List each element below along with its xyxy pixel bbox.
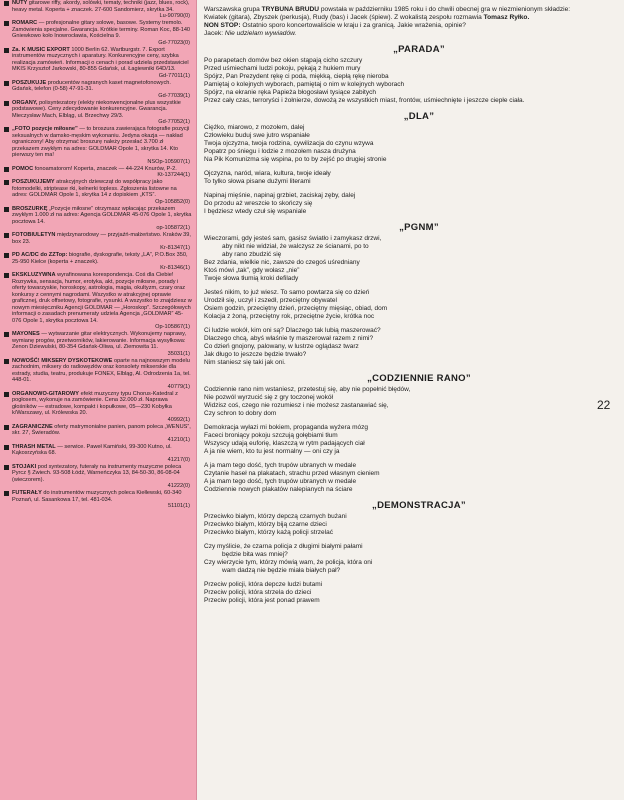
ad-heading: EKSKLUZYWNA bbox=[12, 272, 56, 278]
ad-code: NSOp-105907(1) bbox=[147, 158, 190, 165]
ad-heading: PD AC/DC do ZZTop: bbox=[12, 252, 68, 258]
ad-item bbox=[0, 252, 196, 272]
song-title: „PARADA” bbox=[393, 44, 445, 55]
lyric-line: Codziennie rano nim wstaniesz, przetestuj się, aby nie popełnić błędów, bbox=[204, 386, 411, 393]
lyric-line: A ja nie wiem, kto tu jest normalny — oni czy ja bbox=[204, 448, 340, 455]
lyric-line: Ktoś mówi „tak”, gdy wołasz „nie” bbox=[204, 267, 300, 274]
ad-heading: ORGANY, bbox=[12, 99, 38, 106]
lyric-line: Popatrz po śniegu i lodzie z mozołem nasza drużyna bbox=[204, 148, 356, 155]
lyric-line: Widzisz coś, czego nie rozumiesz i nie możesz zastanawiać się, bbox=[204, 402, 389, 409]
stanza bbox=[204, 513, 594, 537]
lyric-line: Przeciwko białym, którzy biją czarne dzieci bbox=[204, 521, 327, 528]
lyric-line: aby nikt nie widział, że walczysz ze ścianami, po to bbox=[222, 243, 369, 250]
band-name: TRYBUNA BRUDU bbox=[261, 6, 320, 13]
ad-text: producentów nagranych kaset magnetofonowych. Gdańsk, telefon (0-58) 47-91-31. bbox=[12, 79, 171, 92]
stanza bbox=[204, 327, 594, 367]
ad-body bbox=[12, 80, 192, 93]
bullet-icon bbox=[4, 21, 9, 26]
ad-item bbox=[0, 272, 196, 331]
interviewer-name: Tomasz Ryłko. bbox=[483, 14, 530, 21]
bullet-icon bbox=[4, 127, 9, 132]
ad-heading: POMOC bbox=[12, 165, 34, 172]
ad-body bbox=[12, 206, 192, 226]
bullet-icon bbox=[4, 392, 9, 397]
ad-heading: POSZUKUJEMY bbox=[12, 179, 55, 185]
ad-text: oparte na najnowszym modelu zachodnim, miksery do radiowęzłów oraz konsolety mikserskie dla estrady, studia, teatru, produkuje FONEX, Elbląg, Al. Odrodzenia 1a, tel. 448-01. bbox=[12, 357, 191, 383]
ad-text: do instrumentów muzycznych poleca Kiełlewski, 60-340 Poznań, ul. Sasankowa 17, tel. 481-034. bbox=[12, 490, 182, 503]
answer-text: Nie udzielam wywiadów. bbox=[223, 30, 297, 37]
bullet-icon bbox=[4, 1, 9, 6]
ad-heading: THRASH METAL bbox=[12, 443, 56, 450]
stanza bbox=[204, 581, 594, 605]
ad-code: 41217(0) bbox=[167, 456, 190, 463]
ad-heading: ORGANOWO-GITAROWY bbox=[12, 390, 80, 397]
ad-body bbox=[12, 444, 192, 457]
ad-code: Gd-77052(1) bbox=[158, 119, 190, 125]
lyric-line: Przeciw policji, która strzela do dzieci bbox=[204, 589, 312, 596]
ad-heading: POSZUKUJE bbox=[12, 79, 47, 86]
lyric-line: Po parapetach domów bez okien stąpają cicho szczury bbox=[204, 57, 363, 64]
ad-heading: BROSZURKĘ bbox=[12, 205, 48, 212]
question-text: Ostatnio sporo koncertowaliście w kraju i za granicą. Jakie wrażenia, opinie? bbox=[240, 22, 466, 29]
ad-code: Op-105867(1) bbox=[155, 324, 190, 330]
ad-body bbox=[12, 100, 192, 120]
lyric-line: Co dzień gnojony, palowany, w lustrze oglądasz twarz bbox=[204, 343, 359, 350]
stanza bbox=[204, 462, 594, 494]
intro-text-2: powstała w październiku 1985 roku i do chwili obecnej gra w niezmienionym składzie: Kwiatek (gitara), Zbyszek (perkusja), Rudy (bas) i Jacek (śpiew). Z wokalistą zespołu rozmawia bbox=[204, 6, 571, 21]
ad-body bbox=[12, 358, 192, 384]
lyric-line: Przed uśmiechami ludzi pokoju, pękają z hukiem mury bbox=[204, 65, 361, 72]
question-label: NON STOP: bbox=[204, 22, 241, 29]
ad-text: polisyntezatory (elekty niekonwencjonalne plus wszystkie podstawowe). Ceny zdecydowanie konkurencyjne. Gwarancja. Mieczysław Mach, Elbląg, ul. Brzechwy 29/3. bbox=[12, 99, 181, 119]
song-title: „CODZIENNIE RANO” bbox=[367, 373, 471, 384]
bullet-icon bbox=[4, 81, 9, 86]
ad-text: efekt muzyczny typu Chorus-Katedral z pogłosem, wykonuje na zamówienie. Cena 32.000 zł. Naprawa głośników — estradowe, kompakt i kopułkowe, 05—230 Kobyłka k/Warszawy, ul. Królewska 20. bbox=[12, 390, 178, 416]
lyric-line: Przeciw policji, która jest ponad prawem bbox=[204, 597, 320, 604]
classified-ads-column bbox=[0, 0, 197, 800]
lyric-line: Twoja ojczyzna, twoja rodzina, cywilizacja do czynu wzywa bbox=[204, 140, 374, 147]
bullet-icon bbox=[4, 207, 9, 212]
ad-item bbox=[0, 100, 196, 127]
ad-text: fonoamatorom! Koperta, znaczek — 44-224 Knurów, P-2. bbox=[34, 165, 177, 172]
lyric-line: Spójrz, na ekranie ręka Papieża błogosławi tysiące zabitych bbox=[204, 89, 376, 96]
ad-heading: FOTOBIULETYN bbox=[12, 232, 56, 238]
lyric-line: wam dadzą nie będzie miała białych pał? bbox=[222, 567, 341, 574]
article bbox=[204, 6, 594, 798]
ad-code: Kr-81347(1) bbox=[160, 245, 190, 251]
stanza bbox=[204, 424, 594, 456]
ad-text: 1000 Berlin 62. Wartburgstr. 7. Export instrumentów muzycznych i aparatury. Konkurencyjne ceny, szybka realizacja zamówień. Informacji o cenach i porad udziela przedstawiciel MKIS Krzysztof Jarkowski, 80-855 Gdańsk, ul. Łagiewniki 64D/13. bbox=[12, 46, 189, 72]
ad-text: wyrafinowana korespondencja. Coś dla Ciebie! Rozrywka, sensacja, humor, erotyka, akt, pozycje miłosne, porady i oferty towarzyskie, horoskopy, astrologia, magia, okultyzm, czary oraz konkursy z cennymi nagrodami. Wszystko w atrakcyjnej oprawie graficznej, druk offsetowy, fotografie, rysunki. A wszystko to znajdziesz w nowym miesięczniku Agencji GOLDMAR — „Horoskop”. Szczegółowych informacji o zasadach prenumeraty udziela Agencja „GOLDMAR” 45-076 Opole 1, skrytka pocztowa 14. bbox=[12, 272, 192, 324]
ad-item bbox=[0, 126, 196, 166]
lyric-line: Jak długo to jeszcze będzie trwało? bbox=[204, 351, 307, 358]
lyric-line: Przeciwko białym, którzy każą policji strzelać bbox=[204, 529, 333, 536]
ad-body bbox=[12, 424, 192, 437]
ad-text: gitarowe riffy, akordy, solówki, tematy, techniki (jazz, blues, rock), heavy metal. Koperta + znaczek. 27-600 Sandomierz, skrytka 34. bbox=[12, 0, 190, 13]
stanza bbox=[204, 170, 594, 186]
lyric-line: Twoje słowa tłumią kroki defilady bbox=[204, 275, 299, 282]
ad-code: 35031(1) bbox=[167, 350, 190, 357]
bullet-icon bbox=[4, 167, 9, 172]
lyric-line: Ci ludzie wokół, kim oni są? Dlaczego tak lubią maszerować? bbox=[204, 327, 381, 334]
ad-text: — wytwarzanie gitar elektrycznych. Wykonujemy naprawy, wymianę progów, przetworników, lakierowanie. Informacja wysyłkowa: Zenon Dziewulski, 80-354 Gdańsk-Oliwa, ul. Ziemowita 11. bbox=[12, 331, 187, 350]
lyric-line: Nie pozwól wyrzucić się z gry toczonej wokół bbox=[204, 394, 333, 401]
lyric-line: Ojczyzna, naród, wiara, kultura, twoje ideały bbox=[204, 170, 331, 177]
lyric-line: Człowieku buduj swe jutro wspaniałe bbox=[204, 132, 310, 139]
article-intro bbox=[204, 6, 594, 38]
ad-heading: Za. K MUSIC EXPORT bbox=[12, 46, 70, 53]
lyric-line: Wieczorami, gdy jesteś sam, gasisz światło i zamykasz drzwi, bbox=[204, 235, 382, 242]
lyric-line: Przeciwko białym, którzy depczą czarnych bużani bbox=[204, 513, 347, 520]
ad-item bbox=[0, 424, 196, 444]
lyric-line: Czy wierzycie tym, którzy mówią wam, że policja, która oni bbox=[204, 559, 373, 566]
bullet-icon bbox=[4, 332, 9, 337]
bullet-icon bbox=[4, 359, 9, 364]
lyric-line: Przez cały czas, terroryści i żołnierze, dowożą ze wszystkich miast, frontów, uśmiechnięte i jeszcze ciepłe ciała. bbox=[204, 97, 525, 104]
ad-item bbox=[0, 166, 196, 180]
ad-text: pod syntezatory, futerały na instrumenty muzyczne poleca Pyrcz § Zwiech. 93-508 Łódź, Warneńczyka 13, 84-50-30, 86-08-04 (wieczorem). bbox=[12, 463, 182, 483]
ad-code: Gd-77023(0) bbox=[158, 39, 190, 46]
lyric-line: Do przodu aż wreszcie to skończy się bbox=[204, 200, 313, 207]
song-title: „DLA” bbox=[403, 111, 435, 122]
stanza bbox=[204, 124, 594, 164]
lyric-line: Dlaczego chcą, abyś właśnie ty maszerował razem z nimi? bbox=[204, 335, 374, 342]
ad-body bbox=[12, 179, 192, 199]
bullet-icon bbox=[4, 180, 9, 185]
lyric-line: A ja mam tego dość, tych trupów ubranych w medale bbox=[204, 462, 357, 469]
ad-code: 41210(1) bbox=[167, 436, 190, 443]
lyric-line: Czy myślicie, że czarna policja z długimi białymi pałami bbox=[204, 543, 363, 550]
ad-body bbox=[12, 47, 192, 73]
bullet-icon bbox=[4, 425, 9, 430]
ad-body bbox=[12, 20, 192, 40]
ad-body bbox=[12, 232, 192, 245]
ad-body bbox=[12, 252, 192, 265]
song-lyrics bbox=[204, 44, 594, 605]
lyric-line: A ja mam tego dość, tych trupów ubranych w medale bbox=[204, 478, 357, 485]
ad-item bbox=[0, 464, 196, 491]
ad-code: Op-105852(0) bbox=[155, 198, 190, 205]
ad-code: 40779(1) bbox=[167, 383, 190, 390]
ad-code: Kt-137244(1) bbox=[157, 172, 190, 178]
ad-text: — to broszura zawierająca fotografie pozycji seksualnych w damsko-męskim wykonaniu. Jedyna okazja — nakład ograniczony! Aby otrzymać broszurę należy przesłać 3.700 zł przekazem zwykłym na adres: GOLDMAR Opole 1, skrytka 14. Kto pierwszy ten ma! bbox=[12, 126, 190, 158]
ad-heading: ROMARC bbox=[12, 20, 38, 26]
ad-item bbox=[0, 490, 196, 510]
ad-body bbox=[12, 272, 192, 324]
song-title: „DEMONSTRACJA” bbox=[372, 500, 466, 511]
ad-heading: NUTY bbox=[12, 0, 28, 6]
ad-item bbox=[0, 444, 196, 464]
lyric-line: To tylko słowa pisane dużymi literami bbox=[204, 178, 311, 185]
stanza bbox=[204, 386, 594, 418]
lyric-line: Urodził się, uczył i zszedł, przeciętny obywatel bbox=[204, 297, 337, 304]
ad-body bbox=[12, 490, 192, 503]
ad-text: „Pozycje miłosne” otrzymasz wpłacając przekazem zwykłym 1.000 zł na adres: Agencja GOLDMAR 45-076 Opole 1, skrytka pocztowa 14. bbox=[12, 205, 192, 225]
ad-heading: „FOTO pozycje miłosne” bbox=[12, 126, 78, 132]
bullet-icon bbox=[4, 253, 9, 258]
lyric-line: Nim staniesz się taki jak oni. bbox=[204, 359, 286, 366]
ad-code: Gd-77039(1) bbox=[158, 92, 190, 99]
ad-item bbox=[0, 179, 196, 206]
ad-code: 51101(1) bbox=[168, 503, 190, 509]
lyric-line: Faceci broniący pokoju szczują gołębiami tłum bbox=[204, 432, 338, 439]
ad-text: biografie, dyskografie, teksty „LA”, P.O.Box 350, 25-950 Kielce (koperta + znaczek). bbox=[12, 252, 188, 265]
ad-code: op-105872(1) bbox=[156, 225, 190, 231]
ad-heading: STOJAKI bbox=[12, 463, 37, 470]
lyric-line: Spójrz, Pan Prezydent rękę ci poda, miękką, ciepłą rękę nieroba bbox=[204, 73, 389, 80]
stanza bbox=[204, 289, 594, 321]
bullet-icon bbox=[4, 233, 9, 238]
ad-body bbox=[12, 464, 192, 484]
bullet-icon bbox=[4, 48, 9, 53]
stanza bbox=[204, 192, 594, 216]
ad-text: oferty matrymonialne panien, panom poleca „WENUS”, skr. 27, Świeradów. bbox=[12, 423, 191, 436]
ad-heading: FUTERAŁY bbox=[12, 490, 42, 496]
bullet-icon bbox=[4, 445, 9, 450]
page-number: 22 bbox=[597, 398, 611, 412]
intro-text-1: Warszawska grupa bbox=[204, 6, 262, 13]
bullet-icon bbox=[4, 101, 9, 106]
lyric-line: Na Pik Komunizma się wspina, po to by zejść po drugiej stronie bbox=[204, 156, 387, 163]
bullet-icon bbox=[4, 273, 9, 278]
lyric-line: będzie bita was mniej? bbox=[222, 551, 288, 558]
lyric-line: Demokracja wyłazi mi bokiem, propaganda wyżera mózg bbox=[204, 424, 369, 431]
ad-body bbox=[12, 331, 192, 351]
bullet-icon bbox=[4, 465, 9, 470]
ad-code: Gd-77011(1) bbox=[158, 72, 190, 79]
ad-text: międzynarodowy — przyjaźń-małżeństwo. Kraków 39, box 23. bbox=[12, 232, 191, 245]
bullet-icon bbox=[4, 491, 9, 496]
lyric-line: Pamiętaj o kolejnych wyborach, pamiętaj o nim w kolejnych wyborach bbox=[204, 81, 405, 88]
lyric-line: aby rano zbudzić się bbox=[222, 251, 282, 258]
ad-text: — serwice. Paweł Kamiński, 99-300 Kutno, ul. Kąkosrzyńska 68. bbox=[12, 443, 172, 456]
ad-heading: ZAGRANICZNE bbox=[12, 423, 53, 430]
ad-item bbox=[0, 391, 196, 424]
lyric-line: Kolacja z żoną, przeciętny rok, przeciętne życie, krótka noc bbox=[204, 313, 375, 320]
ad-item bbox=[0, 206, 196, 233]
answer-label: Jacek: bbox=[204, 30, 224, 37]
ad-item bbox=[0, 331, 196, 358]
lyric-line: Ciężko, miarowo, z mozołem, dalej bbox=[204, 124, 305, 131]
ad-item bbox=[0, 358, 196, 391]
lyric-line: Jesteś nikim, to już wiesz. To samo powtarza się co dzień bbox=[204, 289, 370, 296]
ad-code: 40992(1) bbox=[167, 416, 190, 423]
ad-item bbox=[0, 232, 196, 252]
ad-code: Lu-90790(0) bbox=[159, 13, 190, 19]
lyric-line: Czy schron to dobry dom bbox=[204, 410, 277, 417]
ad-text: — profesjonalne gitary solowe, basowe. Systemy tremolo. Zamówienia specjalne. Gwarancja. Krótkie terminy. Roman Koc, 88-140 Gniewkowo koło Inowrocławia, Kościelna 9. bbox=[12, 20, 191, 39]
ad-heading: MAYONES bbox=[12, 331, 40, 337]
ad-item bbox=[0, 47, 196, 80]
ad-body bbox=[12, 126, 192, 159]
ad-code: Kr-81346(1) bbox=[160, 265, 190, 271]
ad-body bbox=[12, 391, 192, 417]
ad-item bbox=[0, 0, 196, 20]
lyric-line: Wszyscy udają euforię, klaszczą w rytm padających ciał bbox=[204, 440, 365, 447]
stanza bbox=[204, 57, 594, 105]
ad-heading: NOWOŚĆ! MIKSERY DYSKOTEKOWE bbox=[12, 357, 113, 364]
lyric-line: I będziesz wtedy czuł się wspaniale bbox=[204, 208, 307, 215]
ad-body bbox=[12, 0, 192, 13]
ad-item bbox=[0, 80, 196, 100]
lyric-line: Napinaj mięśnie, napinaj grzbiet, zaciskaj zęby, dalej bbox=[204, 192, 356, 199]
stanza bbox=[204, 235, 594, 283]
lyric-line: Codziennie nowych plakatów nalepianych na ściare bbox=[204, 486, 353, 493]
lyric-line: Osiem godzin, przeciętny dzień, przeciętny mięsiąc, obiad, dom bbox=[204, 305, 388, 312]
ad-code: 41222(0) bbox=[167, 483, 190, 489]
lyric-line: Przeciw policji, która depcze ludzi butami bbox=[204, 581, 323, 588]
stanza bbox=[204, 543, 594, 575]
song-title: „PGNM” bbox=[399, 222, 439, 233]
ad-text: atrakcyjnych dziewcząt do współpracy jako fotomodelki, striptease rki, kelnerki topless. Zgłoszenia listowne na adres: GOLDMAR Opole 1, skrytka 14 z dopiskiem „KTS”. bbox=[12, 179, 177, 198]
ad-item bbox=[0, 20, 196, 47]
lyric-line: Bez zdania, wielkie nic, zawsze do czegoś uśredniany bbox=[204, 259, 360, 266]
lyric-line: Czytanie haseł na plakatach, strachu przed własnym cieniem bbox=[204, 470, 380, 477]
